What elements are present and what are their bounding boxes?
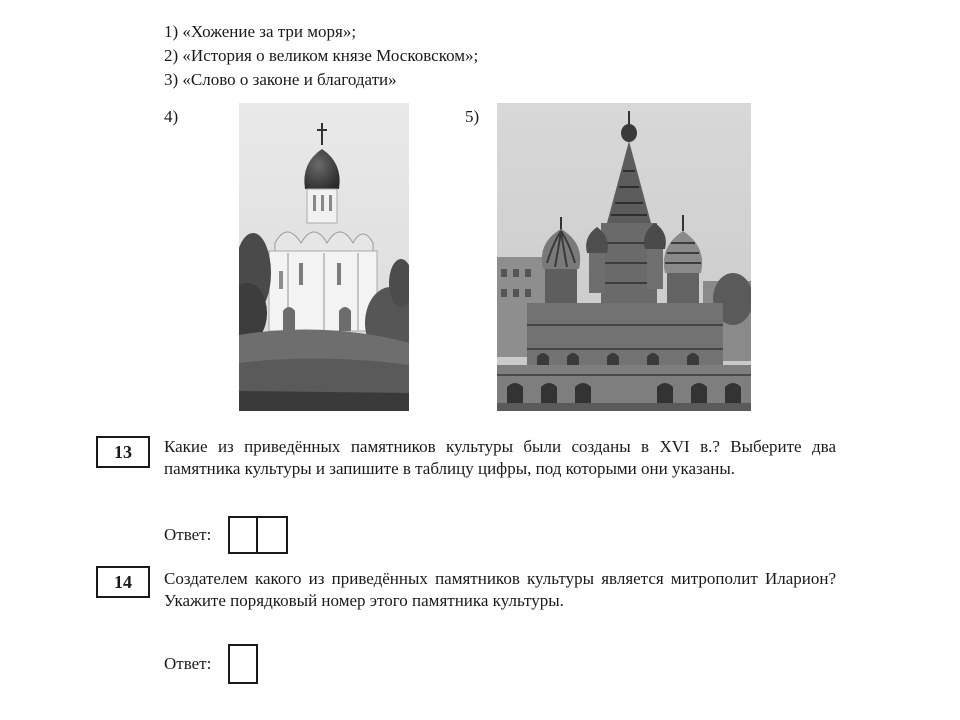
- question-text: Создателем какого из приведённых памятников культуры является митрополит Иларион? Укажите порядковый номер этого памятника культуры.: [164, 569, 836, 610]
- answer-label: Ответ:: [164, 654, 212, 673]
- onion-dome-cathedral-photo: [497, 103, 751, 411]
- question-number: 13: [114, 441, 132, 462]
- image-label-5: 5): [465, 107, 480, 126]
- list-item-2: 2) «История о великом князе Московском»;: [164, 46, 479, 65]
- white-stone-church-photo: [239, 103, 409, 411]
- question-text: Какие из приведённых памятников культуры были созданы в XVI в.? Выберите два памятника культуры и запишите в таблицу цифры, под которыми они указаны.: [164, 437, 836, 478]
- image-label-4: 4): [164, 107, 179, 126]
- question-number-box: [96, 566, 150, 598]
- answer-label: Ответ:: [164, 525, 212, 544]
- answer-cell[interactable]: [228, 644, 258, 684]
- question-number-box: [96, 436, 150, 468]
- question-number: 14: [114, 571, 132, 592]
- answer-cell-2[interactable]: [256, 516, 288, 554]
- list-item-3: 3) «Слово о законе и благодати»: [164, 70, 397, 89]
- list-item-1: 1) «Хожение за три моря»;: [164, 22, 357, 41]
